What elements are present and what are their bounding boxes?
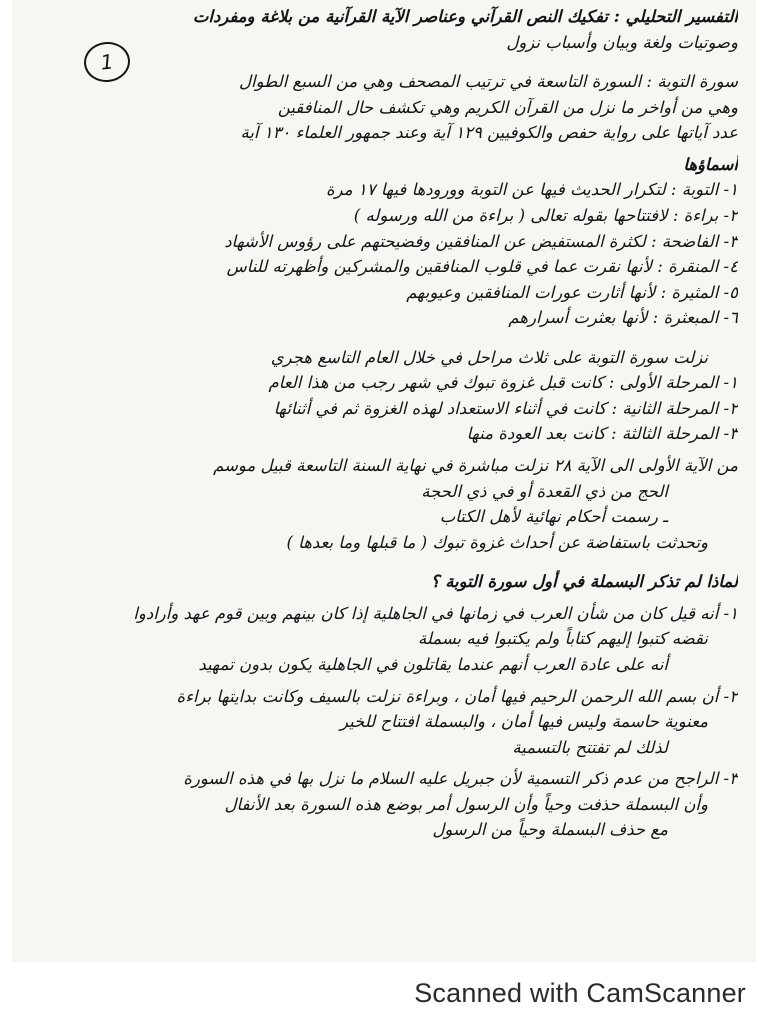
- note-line: أنه على عادة العرب أنهم عندما يقاتلون في الجاهلية يكون بدون تمهيد: [198, 654, 668, 674]
- note-line: ١- التوبة : لتكرار الحديث فيها عن التوبة وورودها فيها ١٧ مرة: [326, 180, 738, 200]
- note-line: ٢- المرحلة الثانية : كانت في أثناء الاستعداد لهذه الغزوة ثم في أثنائها: [273, 398, 738, 418]
- note-line: التفسير التحليلي : تفكيك النص القرآني وعناصر الآية القرآنية من بلاغة ومفردات: [192, 7, 738, 26]
- note-line: ٦- المبعثرة : لأنها بعثرت أسرارهم: [508, 308, 738, 328]
- note-line: ١- أنه قيل كان من شأن العرب في زمانها في الجاهلية إذا كان بينهم وبين قوم عهد وأرادوا: [133, 603, 738, 623]
- scanned-page: [12, 0, 756, 962]
- note-line: ٥- المثيرة : لأنها أثارت عورات المنافقين وعيوبهم: [406, 282, 738, 302]
- section-heading: أسماؤها: [683, 154, 738, 174]
- note-line: نقضه كتبوا إليهم كتاباً ولم يكتبوا فيه بسملة: [417, 629, 708, 649]
- note-line: مع حذف البسملة وحياً من الرسول: [432, 820, 668, 840]
- note-line: ٤- المنقرة : لأنها نقرت عما في قلوب المنافقين والمشركين وأظهرته للناس: [226, 257, 738, 277]
- note-line: ٢- أن بسم الله الرحمن الرحيم فيها أمان ، وبراءة نزلت بالسيف وكانت بدايتها براءة: [176, 686, 738, 706]
- note-line: ١- المرحلة الأولى : كانت قبل غزوة تبوك في شهر رجب من هذا العام: [268, 373, 738, 393]
- note-line: ٣- الراجح من عدم ذكر التسمية لأن جبريل عليه السلام ما نزل بها في هذه السورة: [183, 769, 738, 789]
- note-line: وأن البسملة حذفت وحياً وأن الرسول أمر بوضع هذه السورة بعد الأنفال: [224, 794, 708, 814]
- note-line: من الآية الأولى الى الآية ٢٨ نزلت مباشرة في نهاية السنة التاسعة قبيل موسم: [213, 456, 738, 475]
- note-line: وهي من أواخر ما نزل من القرآن الكريم وهي تكشف حال المنافقين: [277, 97, 738, 117]
- note-line: وتحدثت باستفاضة عن أحداث غزوة تبوك ( ما قبلها وما بعدها ): [286, 532, 708, 552]
- section-heading: لماذا لم تذكر البسملة في أول سورة التوبة ؟: [430, 572, 738, 592]
- note-line: وصوتيات ولغة وبيان وأسباب نزول: [506, 32, 738, 52]
- note-line: ٣- الفاضحة : لكثرة المستفيض عن المنافقين وفضيحتهم على رؤوس الأشهاد: [224, 231, 738, 251]
- note-line: ٢- براءة : لافتتاحها بقوله تعالى ( براءة من الله ورسوله ): [353, 205, 738, 225]
- page-number-circle: 1: [82, 40, 132, 85]
- handwritten-notes: [30, 4, 738, 962]
- note-line: ٣- المرحلة الثالثة : كانت بعد العودة منها: [466, 424, 738, 444]
- section-heading: نزلت سورة التوبة على ثلاث مراحل في خلال العام التاسع هجري: [270, 347, 708, 367]
- camscanner-watermark: Scanned with CamScanner: [414, 978, 746, 1008]
- note-line: عدد آياتها على رواية حفص والكوفيين ١٢٩ آية وعند جمهور العلماء ١٣٠ آية: [240, 123, 738, 143]
- note-line: معنوية حاسمة وليس فيها أمان ، والبسملة افتتاح للخير: [340, 712, 708, 732]
- note-line: الحج من ذي القعدة أو في ذي الحجة: [421, 481, 668, 501]
- note-line: سورة التوبة : السورة التاسعة في ترتيب المصحف وهي من السبع الطوال: [239, 72, 738, 92]
- note-line: ـ رسمت أحكام نهائية لأهل الكتاب: [439, 507, 668, 527]
- note-line: لذلك لم تفتتح بالتسمية: [512, 737, 668, 757]
